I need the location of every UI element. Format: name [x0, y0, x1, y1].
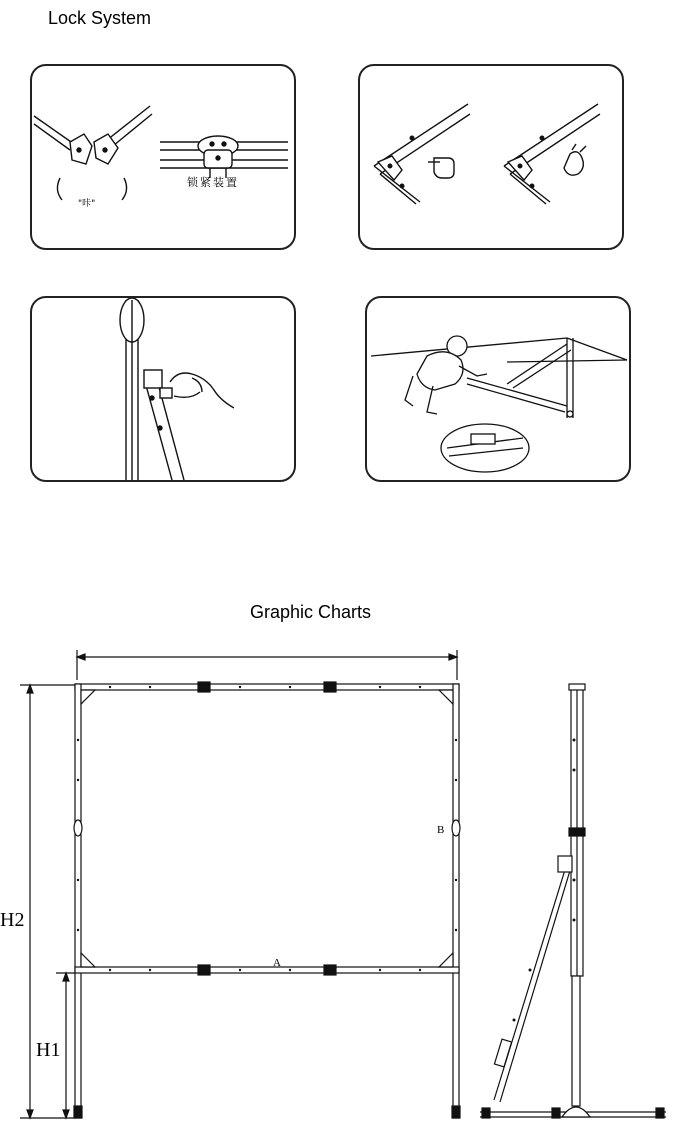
label-h2: H2: [0, 909, 25, 931]
locking-device-caption: 锁紧装置: [187, 176, 239, 189]
lock-panel-corner-joint: [30, 64, 296, 250]
rotate-label: "咔": [78, 199, 96, 209]
front-view-diagram: [0, 640, 480, 1123]
label-a: A: [273, 957, 281, 969]
lock-panel-assembly: [365, 296, 631, 482]
label-b: B: [437, 824, 445, 836]
lock-system-heading: Lock System: [48, 8, 152, 28]
side-view-diagram: [470, 680, 675, 1123]
lock-panel-corner-brackets: [358, 64, 624, 250]
graphic-charts-heading: Graphic Charts: [250, 602, 372, 622]
lock-panel-knob-tightening: [30, 296, 296, 482]
label-h1: H1: [36, 1039, 61, 1061]
